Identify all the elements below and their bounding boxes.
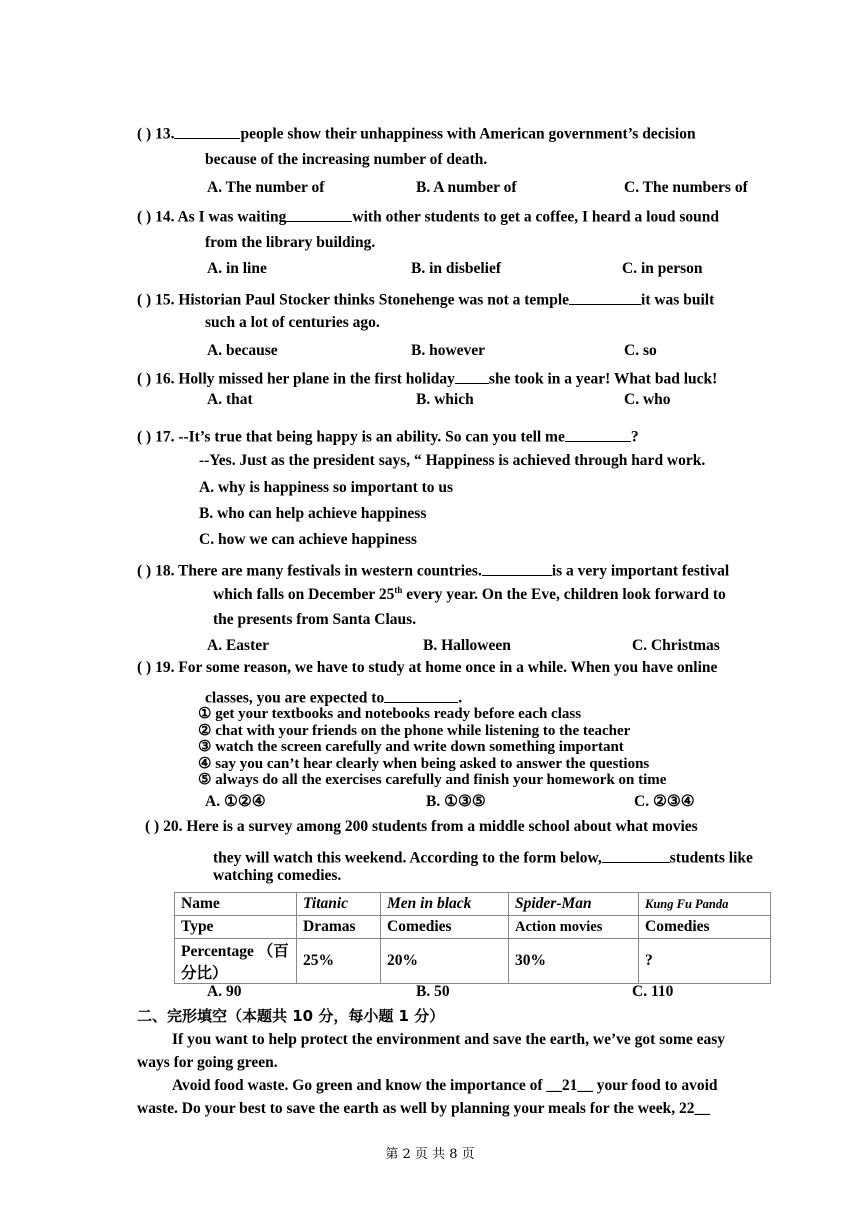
answer-paren[interactable]: ( ) bbox=[137, 370, 152, 388]
q19-line2: classes, you are expected to . bbox=[205, 686, 462, 708]
q15-line1: ( ) 15. Historian Paul Stocker thinks Stonehenge was not a temple it was built bbox=[137, 288, 714, 310]
table-row bbox=[175, 893, 771, 916]
answer-paren[interactable]: ( ) bbox=[137, 562, 152, 580]
q17-line2: --Yes. Just as the president says, “ Happiness is achieved through hard work. bbox=[199, 452, 706, 469]
table-row bbox=[175, 939, 771, 984]
q13-line1: ( ) 13. people show their unhappiness with American government’s decision bbox=[137, 122, 696, 144]
page-footer: 第 2 页 共 8 页 bbox=[385, 1147, 475, 1162]
q16-option-b: B. which bbox=[416, 391, 474, 408]
table-cell: Kung Fu Panda bbox=[639, 893, 771, 916]
q13-option-a: A. The number of bbox=[207, 179, 325, 196]
q19-option-c: C. ②③④ bbox=[634, 793, 695, 810]
blank bbox=[455, 367, 489, 384]
table-cell: Men in black bbox=[381, 893, 509, 916]
table-cell: Titanic bbox=[297, 893, 381, 916]
q20-option-b: B. 50 bbox=[416, 983, 450, 1000]
q20-option-c: C. 110 bbox=[632, 983, 674, 1000]
q14-option-a: A. in line bbox=[207, 260, 267, 277]
q20-line1: ( ) 20. Here is a survey among 200 students from a middle school about what movies bbox=[145, 818, 698, 835]
table-cell: 30% bbox=[509, 939, 639, 984]
q14-option-c: C. in person bbox=[622, 260, 703, 277]
answer-paren[interactable]: ( ) bbox=[137, 208, 152, 226]
q13-line2: because of the increasing number of death. bbox=[205, 151, 488, 168]
answer-paren[interactable]: ( ) bbox=[137, 125, 152, 143]
q20-option-a: A. 90 bbox=[207, 983, 242, 1000]
q19-option-b: B. ①③⑤ bbox=[426, 793, 486, 810]
table-cell: Name bbox=[175, 893, 297, 916]
table-cell: Comedies bbox=[639, 916, 771, 939]
q16-option-c: C. who bbox=[624, 391, 671, 408]
q14-line2: from the library building. bbox=[205, 234, 376, 251]
q16-line1: ( ) 16. Holly missed her plane in the first holiday she took in a year! What bad luck! bbox=[137, 367, 717, 389]
answer-paren[interactable]: ( ) bbox=[145, 818, 160, 835]
q19-item-5: ⑤ always do all the exercises carefully and finish your homework on time bbox=[198, 772, 667, 788]
blank bbox=[565, 425, 631, 442]
passage-line: waste. Do your best to save the earth as well by planning your meals for the week, 22__ bbox=[137, 1100, 711, 1117]
q17-option-a: A. why is happiness so important to us bbox=[199, 479, 454, 496]
q17-option-c: C. how we can achieve happiness bbox=[199, 531, 417, 548]
q15-option-c: C. so bbox=[624, 342, 657, 359]
blank bbox=[286, 205, 352, 222]
blank bbox=[482, 559, 552, 576]
table-cell: Type bbox=[175, 916, 297, 939]
table-cell: Spider-Man bbox=[509, 893, 639, 916]
q20-line2: they will watch this weekend. According to the form below, students like bbox=[213, 846, 753, 868]
answer-paren[interactable]: ( ) bbox=[137, 659, 152, 676]
section-title: 二、完形填空（本题共 10 分，每小题 1 分） bbox=[137, 1007, 445, 1025]
q15-line2: such a lot of centuries ago. bbox=[205, 314, 380, 331]
answer-paren[interactable]: ( ) bbox=[137, 428, 152, 446]
blank bbox=[384, 686, 458, 703]
blank bbox=[174, 122, 240, 139]
q18-line3: the presents from Santa Claus. bbox=[213, 611, 417, 628]
blank bbox=[569, 288, 641, 305]
table-cell: Percentage （百分比） bbox=[175, 939, 297, 984]
q14-option-b: B. in disbelief bbox=[411, 260, 502, 277]
q14-line1: ( ) 14. As I was waiting with other students to get a coffee, I heard a loud sound bbox=[137, 205, 719, 227]
q18-line1: ( ) 18. There are many festivals in western countries. is a very important festival bbox=[137, 559, 729, 581]
table-row bbox=[175, 916, 771, 939]
passage-line: ways for going green. bbox=[137, 1054, 278, 1071]
q20-line3: watching comedies. bbox=[213, 867, 342, 884]
survey-table bbox=[174, 892, 771, 984]
table-cell: Dramas bbox=[297, 916, 381, 939]
q13-option-c: C. The numbers of bbox=[624, 179, 748, 196]
answer-paren[interactable]: ( ) bbox=[137, 291, 152, 309]
passage-line: Avoid food waste. Go green and know the importance of __21__ your food to avoid bbox=[172, 1077, 718, 1094]
blank bbox=[602, 846, 670, 863]
q16-option-a: A. that bbox=[207, 391, 253, 408]
passage-line: If you want to help protect the environment and save the earth, we’ve got some easy bbox=[172, 1031, 726, 1048]
q15-option-b: B. however bbox=[411, 342, 486, 359]
table-cell: 20% bbox=[381, 939, 509, 984]
table-cell: Comedies bbox=[381, 916, 509, 939]
table-cell: ? bbox=[639, 939, 771, 984]
q18-line2: which falls on December 25th every year. On the Eve, children look forward to bbox=[213, 585, 726, 604]
q18-option-a: A. Easter bbox=[207, 637, 269, 654]
q19-item-4: ④ say you can’t hear clearly when being asked to answer the questions bbox=[198, 756, 650, 772]
q19-line1: ( ) 19. For some reason, we have to study at home once in a while. When you have online bbox=[137, 659, 718, 676]
q18-option-b: B. Halloween bbox=[423, 637, 511, 654]
table-cell: 25% bbox=[297, 939, 381, 984]
q17-line1: ( ) 17. --It’s true that being happy is an ability. So can you tell me ? bbox=[137, 425, 639, 447]
q19-item-3: ③ watch the screen carefully and write down something important bbox=[198, 739, 624, 755]
q19-option-a: A. ①②④ bbox=[205, 793, 266, 810]
q19-item-2: ② chat with your friends on the phone while listening to the teacher bbox=[198, 723, 631, 739]
q18-option-c: C. Christmas bbox=[632, 637, 720, 654]
q17-option-b: B. who can help achieve happiness bbox=[199, 505, 427, 522]
table-cell: Action movies bbox=[509, 916, 639, 939]
q13-option-b: B. A number of bbox=[416, 179, 517, 196]
q15-option-a: A. because bbox=[207, 342, 278, 359]
q19-item-1: ① get your textbooks and notebooks ready before each class bbox=[198, 706, 582, 722]
